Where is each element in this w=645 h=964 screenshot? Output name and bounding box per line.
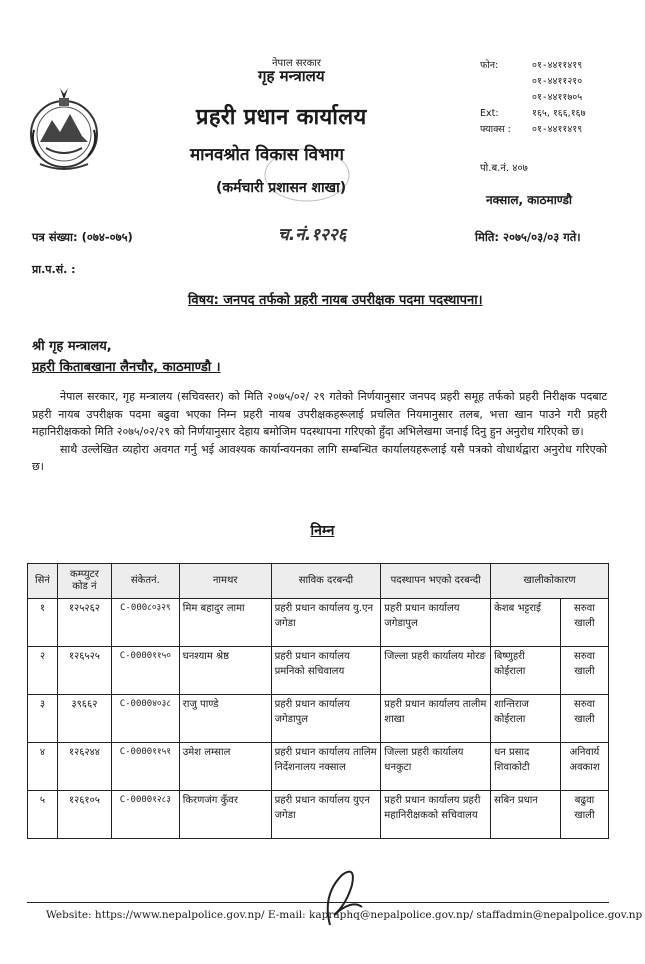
cell-sn: ३ xyxy=(28,695,58,743)
cell-vac-reason: सरुवा खाली xyxy=(560,695,608,743)
posting-table xyxy=(27,563,609,839)
cell-code: १२५२६२ xyxy=(57,599,111,647)
cell-sn: ५ xyxy=(28,791,58,839)
header-posted: पदस्थापन भएको दरबन्दी xyxy=(381,564,491,599)
reference-number: पत्र संख्या: (०७४-०७५) xyxy=(32,230,133,244)
addressee-line-1: श्री गृह मन्त्रालय, xyxy=(32,339,112,354)
cell-symbol: C-000८०३२९ xyxy=(111,599,179,647)
ext-value: १६५, १६६,१६७ xyxy=(532,108,586,119)
cell-symbol: C-0000१२८३ xyxy=(111,791,179,839)
cell-name: घनश्याम श्रेष्ठ xyxy=(179,647,271,695)
cell-sn: २ xyxy=(28,647,58,695)
letter-date: मिति: २०७५/०३/०३ गते। xyxy=(475,230,581,244)
cell-vac-reason: अनिवार्य अवकाश xyxy=(560,743,608,791)
cell-name: किरणजंग कुँवर xyxy=(179,791,271,839)
cell-code: १२६१०५ xyxy=(57,791,111,839)
table-row xyxy=(28,743,609,791)
phone-number: ०१-४४११७०५ xyxy=(532,92,583,103)
cell-symbol: C-0000४०३८ xyxy=(111,695,179,743)
addressee-line-2: प्रहरी किताबखाना लैनचौर, काठमाण्डौ । xyxy=(32,360,221,375)
received-number-label: प्रा.प.सं. : xyxy=(32,263,76,276)
cell-vac-name: बिष्णुहरी कोईराला xyxy=(491,647,561,695)
footer-divider xyxy=(27,902,609,903)
office-location: नक्साल, काठमाण्डौ xyxy=(486,193,573,207)
cell-name: मिम बहादुर लामा xyxy=(179,599,271,647)
fax-label: फ्याक्स : xyxy=(480,124,511,135)
table-header-row xyxy=(28,564,609,599)
header-code: कम्प्युटर कोड नं xyxy=(57,564,111,599)
table-row xyxy=(28,599,609,647)
body-paragraph: साथै उल्लेखित व्यहोरा अवगत गर्नु भई आवश्यक कार्यान्वयनका लागि सम्बन्धित कार्यालयहरूलाई यसै पत्रको वोधार्थद्वारा अनुरोध गरिएको छ। xyxy=(32,442,607,473)
cell-vac-name: शान्तिराज कोईराला xyxy=(491,695,561,743)
cell-vac-name: केशब भट्टराई xyxy=(491,599,561,647)
letter-body xyxy=(32,388,607,476)
cell-vac-name: सबिन प्रधान xyxy=(491,791,561,839)
cell-name: राजु पाण्डे xyxy=(179,695,271,743)
fax-value: ०१-४४११४१९ xyxy=(532,124,583,135)
header-symbol: संकेतनं. xyxy=(111,564,179,599)
cell-posted: प्रहरी प्रधान कार्यालय तालीम शाखा xyxy=(381,695,491,743)
cell-prev: प्रहरी प्रधान कार्यालय तालिम निर्देशनालय नक्साल xyxy=(271,743,381,791)
list-heading: निम्न xyxy=(310,523,335,539)
footer-contact: Website: https://www.nepalpolice.gov.np/ E-mail: kapraphq@nepalpolice.gov.np/ staffadmin@nepalpolice.gov.np xyxy=(46,909,643,921)
header-vacancy: खालीकोकारण xyxy=(491,564,609,599)
contact-block xyxy=(480,58,586,138)
letter-subject: विषय: जनपद तर्फको प्रहरी नायब उपरीक्षक पदमा पदस्थापना। xyxy=(188,293,483,308)
cell-vac-reason: बढुवा खाली xyxy=(560,791,608,839)
cell-code: १२६२४४ xyxy=(57,743,111,791)
phone-number: ०१-४४११२१० xyxy=(532,76,583,87)
cell-vac-name: धन प्रसाद शिवाकोटी xyxy=(491,743,561,791)
cell-posted: प्रहरी प्रधान कार्यालय प्रहरी महानिरीक्षकको सचिवालय xyxy=(381,791,491,839)
header-prev: साविक दरबन्दी xyxy=(271,564,381,599)
branch-title: (कर्मचारी प्रशासन शाखा) xyxy=(216,180,347,196)
signature-icon xyxy=(312,855,372,935)
cell-vac-reason: सरुवा खाली xyxy=(560,647,608,695)
header-name: नामथर xyxy=(179,564,271,599)
cell-posted: प्रहरी प्रधान कार्यालय जगेडापुल xyxy=(381,599,491,647)
cell-sn: १ xyxy=(28,599,58,647)
cell-prev: प्रहरी प्रधान कार्यालय प्रमनिको सचिवालय xyxy=(271,647,381,695)
cell-prev: प्रहरी प्रधान कार्यालय जगेडापुल xyxy=(271,695,381,743)
phone-number: ०१-४४११४१९ xyxy=(532,60,583,71)
po-box: पो.ब.नं. ४०७ xyxy=(480,163,528,174)
cell-vac-reason: सरुवा खाली xyxy=(560,599,608,647)
body-paragraph: नेपाल सरकार, गृह मन्त्रालय (सचिवस्तर) को मिति २०७५/०२/ २९ गतेको निर्णयानुसार जनपद प्रहरी समूह तर्फको प्रहरी निरीक्षक पदबाट प्रहरी नायब उपरीक्षक पदमा बढुवा भएका निम्न प्रहरी नायब उपरीक्षकहरूलाई प्रचलित नियमानुसार तलब, भत्ता खान पाउने गरी प्रहरी महानिरीक्षकको मिति २०७५/०२/२९ को निर्णयानुसार देहाय बमोजिम पदस्थापना गरिएको हुँदा अभिलेखमा जनाई दिनु हुन अनुरोध गरिएको छ। xyxy=(32,390,607,438)
cell-code: १२६५२५ xyxy=(57,647,111,695)
ministry-name: गृह मन्त्रालय xyxy=(258,67,325,85)
header-sn: सिनं xyxy=(28,564,58,599)
ext-label: Ext: xyxy=(480,108,499,119)
table-row xyxy=(28,647,609,695)
government-label: नेपाल सरकार xyxy=(272,58,321,69)
cell-name: उमेश लम्साल xyxy=(179,743,271,791)
table-row xyxy=(28,791,609,839)
table-row xyxy=(28,695,609,743)
cell-symbol: C-0000११५१ xyxy=(111,743,179,791)
cell-posted: जिल्ला प्रहरी कार्यालय मोरङ xyxy=(381,647,491,695)
cell-prev: प्रहरी प्रधान कार्यालय यु.एन जगेडा xyxy=(271,599,381,647)
phone-label: फोन: xyxy=(480,60,499,71)
department-title: मानवश्रोत विकास विभाग xyxy=(190,145,345,165)
cell-posted: जिल्ला प्रहरी कार्यालय धनकुटा xyxy=(381,743,491,791)
cell-sn: ४ xyxy=(28,743,58,791)
dispatch-number: च.नं.१२२६ xyxy=(278,225,347,245)
cell-symbol: C-0000११५० xyxy=(111,647,179,695)
cell-code: ३९६६२ xyxy=(57,695,111,743)
nepal-emblem-icon xyxy=(26,84,102,174)
office-title: प्रहरी प्रधान कार्यालय xyxy=(196,105,367,130)
cell-prev: प्रहरी प्रधान कार्यालय युएन जगेडा xyxy=(271,791,381,839)
